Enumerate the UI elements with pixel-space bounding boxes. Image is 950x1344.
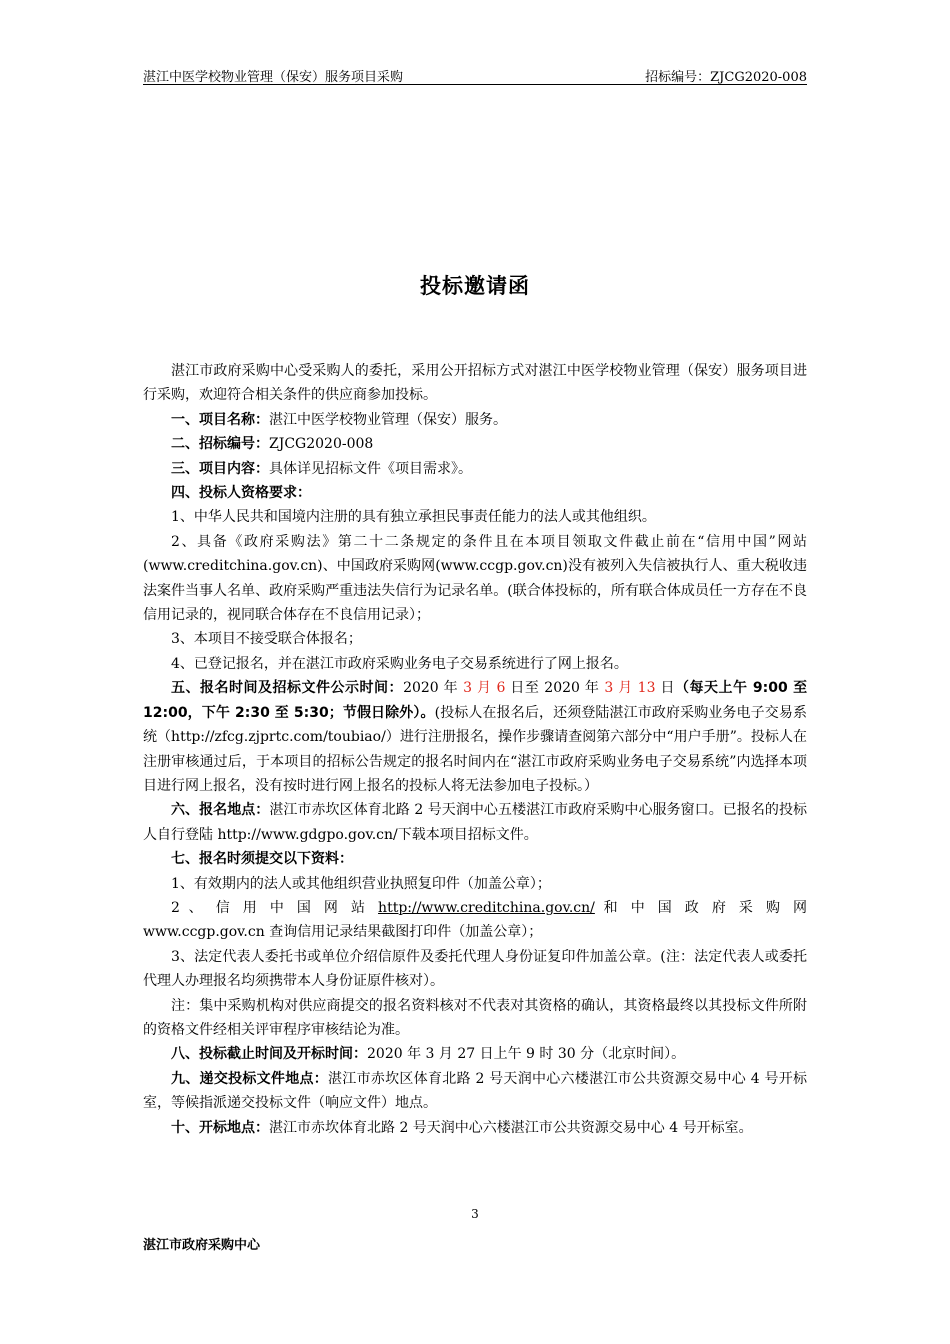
section-project-content: 三、项目内容：具体详见招标文件《项目需求》。 <box>171 460 472 477</box>
required-material-item: 3、法定代表人委托书或单位介绍信原件及委托代理人身份证复印件加盖公章。(注：法定代表人或委托代理人办理报名均须携带本人身份证原件核对）。 <box>143 948 807 990</box>
section-required-materials-heading: 七、报名时须提交以下资料： <box>171 851 353 868</box>
required-material-item-cont: www.ccgp.gov.cn 查询信用记录结果截图打印件（加盖公章）； <box>143 924 543 941</box>
section-deadline: 八、投标截止时间及开标时间：2020 年 3 月 27 日上午 9 时 30 分（北京时间）。 <box>171 1046 686 1063</box>
materials-note: 注：集中采购机构对供应商提交的报名资料核对不代表对其资格的确认，其资格最终以其投标文件所附的资格文件经相关评审程序审核结论为准。 <box>143 997 807 1038</box>
section-project-name: 一、项目名称：湛江中医学校物业管理（保安）服务。 <box>171 411 507 428</box>
section-opening-place: 十、开标地点：湛江市赤坎体育北路 2 号天润中心六楼湛江市公共资源交易中心 4 号开标室。 <box>171 1119 753 1136</box>
required-material-item: 2 、 信 用 中 国 网 站 http://www.creditchina.gov.cn/ 和 中 国 政 府 采 购 网 <box>171 899 808 916</box>
page-number: 3 <box>471 1207 479 1221</box>
section-registration-time: 五、报名时间及招标文件公示时间：2020 年 3 月 6 日至 2020 年 3 月 13 日（每天上午 9:00 至 12:00，下午 2:30 至 5:30；节假日除外）。(投标人在报名后，还须登陆湛江市政府采购业务电子交易系统（http://zfcg.zjprtc.com/toubiao/）进行注册报名，操作步骤请查阅第六部分中“用户手册”。投标人在注册审核通过后，于本项目的招标公告规定的报名时间内在“湛江市政府采购业务电子交易系统”内选择本项目进行网上报名，没有按时进行网上报名的投标人将无法参加电子投标。） <box>143 680 808 794</box>
creditchina-link[interactable]: http://www.creditchina.gov.cn/ <box>378 899 595 916</box>
start-date: 3 月 6 <box>463 680 506 697</box>
end-date: 3 月 13 <box>604 680 656 697</box>
page-header <box>143 66 807 85</box>
section-qualification-heading: 四、投标人资格要求： <box>171 485 311 502</box>
document-title: 投标邀请函 <box>420 274 530 298</box>
qualification-item: 1、中华人民共和国境内注册的具有独立承担民事责任能力的法人或其他组织。 <box>171 509 656 526</box>
page-footer: 湛江市政府采购中心 <box>143 1238 261 1253</box>
qualification-item: 3、本项目不接受联合体报名； <box>171 631 362 648</box>
intro-paragraph: 湛江市政府采购中心受采购人的委托，采用公开招标方式对湛江中医学校物业管理（保安）服务项目进行采购，欢迎符合相关条件的供应商参加投标。 <box>143 363 807 404</box>
header-project-title: 湛江中医学校物业管理（保安）服务项目采购 <box>143 70 404 85</box>
document-body <box>143 359 807 1140</box>
required-material-item: 1、有效期内的法人或其他组织营业执照复印件（加盖公章）； <box>171 875 551 892</box>
section-submission-place: 九、递交投标文件地点：湛江市赤坎区体育北路 2 号天润中心六楼湛江市公共资源交易中心 4 号开标室，等候指派递交投标文件（响应文件）地点。 <box>143 1070 807 1112</box>
section-registration-place: 六、报名地点：湛江市赤坎区体育北路 2 号天润中心五楼湛江市政府采购中心服务窗口。已报名的投标人自行登陆 http://www.gdgpo.gov.cn/下载本项目招标文件。 <box>143 802 807 843</box>
header-tender-number: 招标编号：ZJCG2020-008 <box>645 70 807 85</box>
section-tender-number: 二、招标编号：ZJCG2020-008 <box>171 436 374 453</box>
qualification-item: 2、具备《政府采购法》第二十二条规定的条件且在本项目领取文件截止前在“信用中国”网站(www.creditchina.gov.cn)、中国政府采购网(www.ccgp.gov.cn)没有被列入失信被执行人、重大税收违法案件当事人名单、政府采购严重违法失信行为记录名单。(联合体投标的，所有联合体成员任一方存在不良信用记录的，视同联合体存在不良信用记录）； <box>143 533 807 624</box>
qualification-item: 4、已登记报名，并在湛江市政府采购业务电子交易系统进行了网上报名。 <box>171 655 628 672</box>
